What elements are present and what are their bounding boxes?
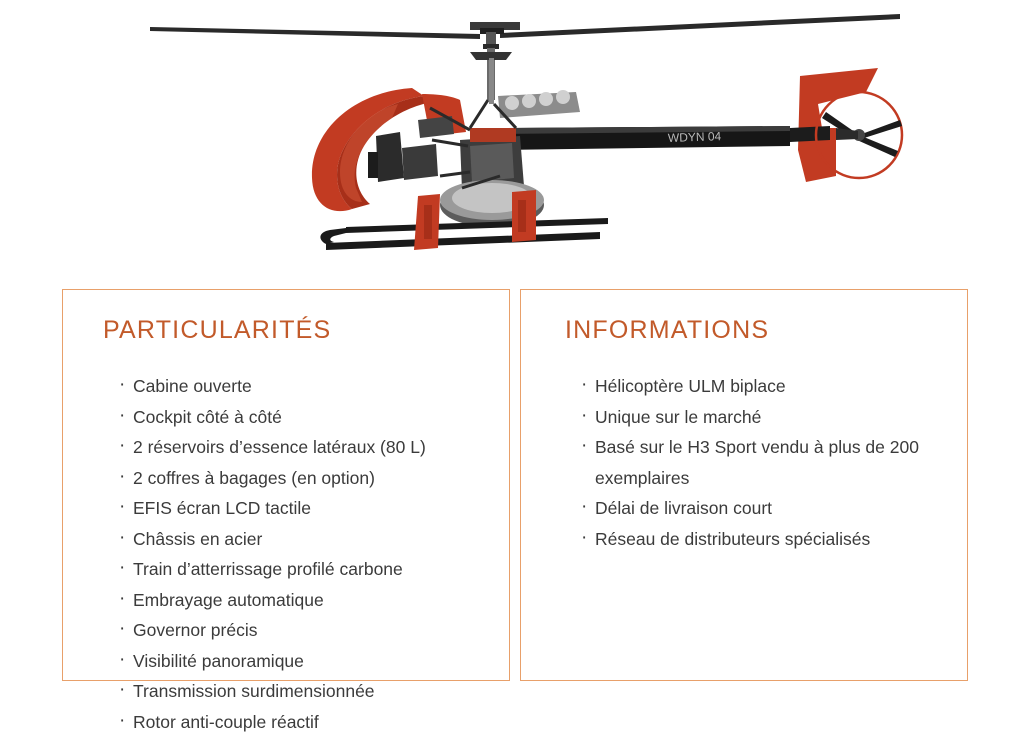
spec-panels bbox=[62, 289, 968, 681]
list-item: · 2 coffres à bagages (en option) bbox=[119, 463, 483, 494]
list-item: · Train d’atterrissage profilé carbone bbox=[119, 554, 483, 585]
list-item: · Transmission surdimensionnée bbox=[119, 676, 483, 707]
panel-particularites-title: PARTICULARITÉS bbox=[103, 316, 483, 345]
list-item: · Unique sur le marché bbox=[581, 402, 941, 433]
list-item: · Embrayage automatique bbox=[119, 585, 483, 616]
rotor-head bbox=[470, 28, 512, 104]
list-item: · Basé sur le H3 Sport vendu à plus de 200 exemplaires bbox=[581, 432, 941, 493]
list-item: · Cockpit côté à côté bbox=[119, 402, 483, 433]
helicopter-image bbox=[0, 0, 1030, 285]
list-item: · 2 réservoirs d’essence latéraux (80 L) bbox=[119, 432, 483, 463]
panel-informations-title: INFORMATIONS bbox=[565, 316, 941, 345]
particularites-list bbox=[89, 371, 483, 737]
panel-informations bbox=[520, 289, 968, 681]
list-item: · Châssis en acier bbox=[119, 524, 483, 555]
list-item: · Cabine ouverte bbox=[119, 371, 483, 402]
list-item: · Hélicoptère ULM biplace bbox=[581, 371, 941, 402]
list-item: · Réseau de distributeurs spécialisés bbox=[581, 524, 941, 555]
list-item: · Rotor anti-couple réactif bbox=[119, 707, 483, 737]
model-marking: WDYN 04 bbox=[668, 129, 722, 145]
informations-list bbox=[547, 371, 941, 554]
list-item: · Governor précis bbox=[119, 615, 483, 646]
list-item: · Visibilité panoramique bbox=[119, 646, 483, 677]
list-item: · EFIS écran LCD tactile bbox=[119, 493, 483, 524]
tail-boom bbox=[500, 126, 790, 150]
helicopter-illustration bbox=[0, 0, 1030, 285]
panel-particularites bbox=[62, 289, 510, 681]
list-item: · Délai de livraison court bbox=[581, 493, 941, 524]
main-rotor-blades bbox=[150, 14, 900, 39]
